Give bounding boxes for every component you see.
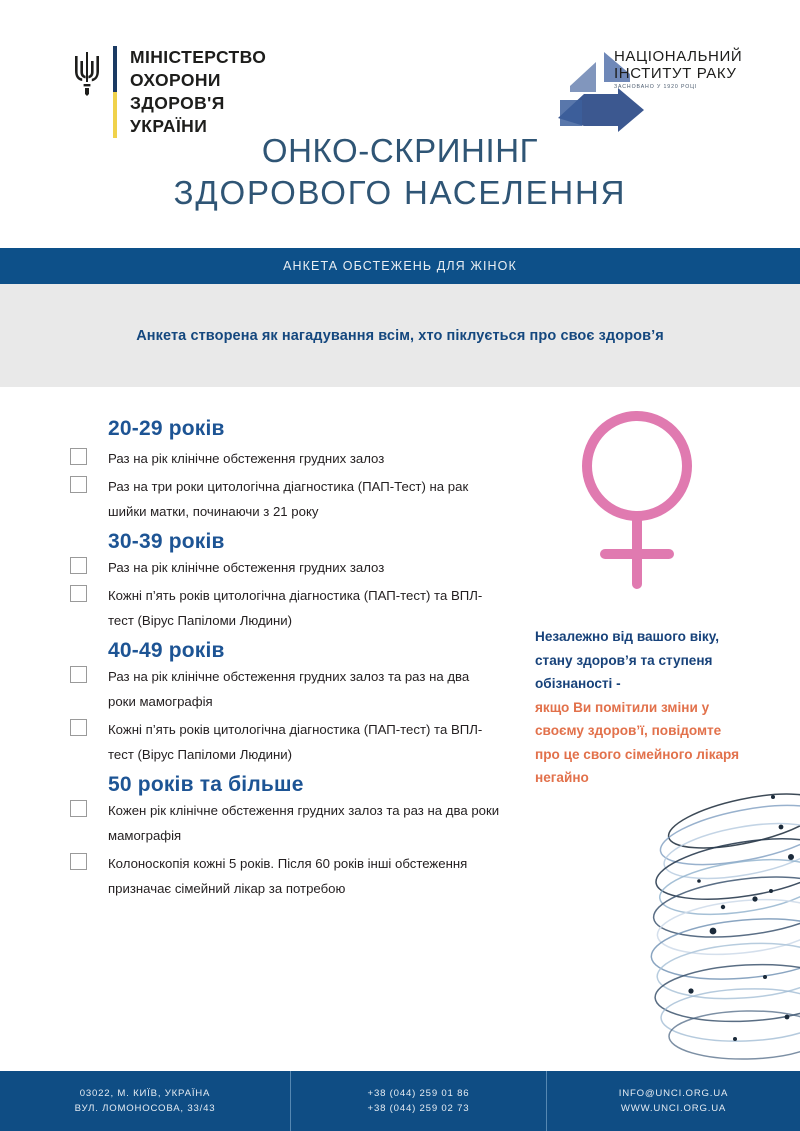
checklist-item-label: Раз на три роки цитологічна діагностика (ПАП-Тест) на рак шийки матки, починаючи з 21 року	[108, 479, 469, 519]
footer-phone-1[interactable]: +38 (044) 259 01 86	[367, 1088, 470, 1099]
checklist-item[interactable]	[70, 583, 500, 633]
checklist-item-label: Раз на рік клінічне обстеження грудних залоз та раз на два роки мамографія	[108, 669, 470, 709]
title-line-1: ОНКО-СКРИНІНГ	[261, 132, 539, 169]
flag-accent-bars	[113, 46, 117, 138]
age-group-title: 50 років та більше	[108, 773, 304, 796]
footer-divider	[290, 1071, 291, 1131]
age-group-title: 20-29 років	[108, 417, 225, 440]
checklist-item[interactable]	[70, 555, 500, 580]
checklist-item-label: Кожні п’ять років цитологічна діагностика (ПАП-тест) та ВПЛ-тест (Вірус Папіломи Людини)	[108, 588, 483, 628]
footer-address-line-2: ВУЛ. ЛОМОНОСОВА, 33/43	[74, 1103, 216, 1114]
checkbox[interactable]	[70, 800, 87, 817]
checkbox[interactable]	[70, 557, 87, 574]
section-banner	[0, 248, 800, 284]
page-header	[0, 0, 800, 248]
spiral-graphic-icon	[595, 771, 800, 1071]
checkbox[interactable]	[70, 585, 87, 602]
institute-name	[614, 48, 742, 90]
checklist-item-label: Колоноскопія кожні 5 років. Після 60 років інші обстеження призначає сімейний лікар за потребою	[108, 856, 468, 896]
age-group-title: 40-49 років	[108, 639, 225, 662]
subtitle-band	[0, 284, 800, 387]
age-group-title: 30-39 років	[108, 530, 225, 553]
content-area	[0, 387, 800, 1071]
checkbox[interactable]	[70, 853, 87, 870]
page-footer	[0, 1071, 800, 1131]
ministry-line-2: ОХОРОНИ	[130, 70, 221, 90]
banner-text: АНКЕТА ОБСТЕЖЕНЬ ДЛЯ ЖІНОК	[283, 259, 517, 273]
institute-founded-text: ЗАСНОВАНО У 1920 РОЦІ	[614, 84, 698, 90]
advisory-note-accent: якщо Ви помітили зміни у своєму здоров’ї, повідомте про це свого сімейного лікаря негайно	[535, 699, 740, 785]
age-group-20-29	[70, 417, 500, 524]
page-title	[0, 130, 800, 214]
ministry-of-health-logo	[72, 46, 266, 138]
title-line-2: ЗДОРОВОГО НАСЕЛЕННЯ	[173, 174, 627, 211]
screening-checklist	[70, 417, 500, 907]
footer-divider	[546, 1071, 547, 1131]
footer-email[interactable]: INFO@UNCI.ORG.UA	[618, 1088, 729, 1099]
checkbox[interactable]	[70, 476, 87, 493]
checklist-item-label: Кожні п’ять років цитологічна діагностика (ПАП-тест) та ВПЛ-тест (Вірус Папіломи Людини)	[108, 722, 483, 762]
checklist-item[interactable]	[70, 798, 500, 848]
footer-address	[0, 1086, 290, 1116]
institute-line-2: ІНСТИТУТ РАКУ	[614, 65, 737, 82]
advisory-note-primary: Незалежно від вашого віку, стану здоров’я та ступеня обізнаності -	[535, 629, 720, 691]
female-gender-icon	[577, 404, 697, 599]
national-cancer-institute-logo	[558, 40, 743, 140]
footer-contacts	[547, 1086, 800, 1116]
checkbox[interactable]	[70, 719, 87, 736]
institute-line-1: НАЦІОНАЛЬНИЙ	[614, 48, 743, 65]
checklist-item[interactable]	[70, 474, 500, 524]
age-group-40-49	[70, 639, 500, 767]
checkbox[interactable]	[70, 448, 87, 465]
subtitle-text: Анкета створена як нагадування всім, хто піклується про своє здоров’я	[136, 327, 664, 344]
advisory-note	[535, 625, 740, 790]
checklist-item[interactable]	[70, 717, 500, 767]
checklist-item-label: Раз на рік клінічне обстеження грудних залоз	[108, 451, 385, 466]
checklist-item[interactable]	[70, 664, 500, 714]
footer-phones	[291, 1086, 546, 1116]
footer-address-line-1: 03022, М. КИЇВ, УКРАЇНА	[79, 1088, 211, 1099]
footer-phone-2[interactable]: +38 (044) 259 02 73	[367, 1103, 470, 1114]
checklist-item-label: Кожен рік клінічне обстеження грудних залоз та раз на два роки мамографія	[108, 803, 500, 843]
checkbox[interactable]	[70, 666, 87, 683]
checklist-item-label: Раз на рік клінічне обстеження грудних залоз	[108, 560, 385, 575]
checklist-item[interactable]	[70, 851, 500, 901]
ministry-line-4: УКРАЇНИ	[130, 116, 208, 136]
age-group-30-39	[70, 530, 500, 633]
age-group-50-plus	[70, 773, 500, 901]
checklist-item[interactable]	[70, 446, 500, 471]
footer-website[interactable]: WWW.UNCI.ORG.UA	[620, 1103, 727, 1114]
ukraine-trident-icon	[72, 50, 102, 96]
ministry-line-1: МІНІСТЕРСТВО	[130, 47, 267, 67]
ministry-line-3: ЗДОРОВ'Я	[130, 93, 225, 113]
ministry-name	[130, 46, 266, 138]
